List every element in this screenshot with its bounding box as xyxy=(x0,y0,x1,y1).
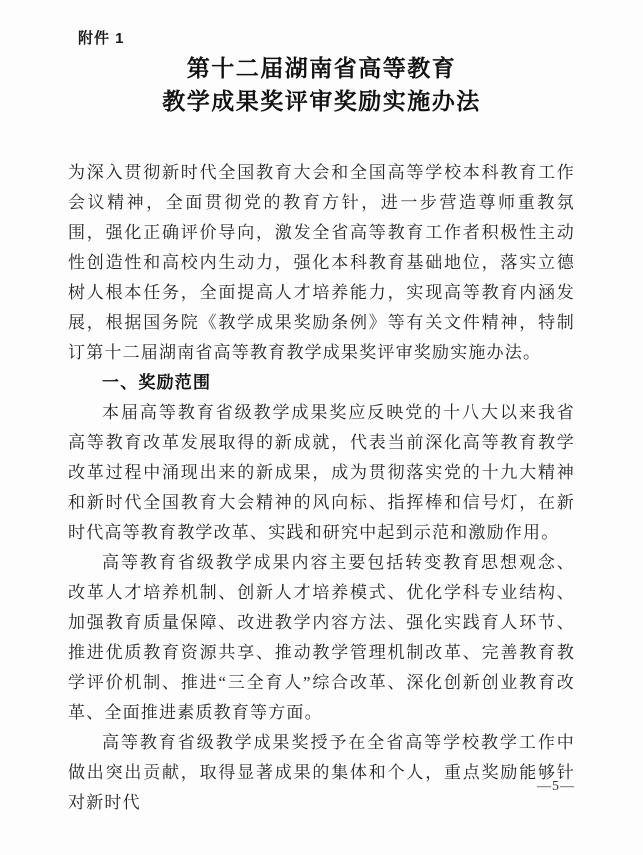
section-heading-award-scope: 一、奖励范围 xyxy=(102,373,212,392)
award-scope-paragraph-1: 本届高等教育省级教学成果奖应反映党的十八大以来我省高等教育改革发展取得的新成就，代表当前深化高等教育教学改革过程中涌现出来的新成果，成为贯彻落实党的十九大精神和新时代全国教育大会精神的风向标、指挥棒和信号灯，在新时代高等教育教学改革、实践和研究中起到示范和激励作用。 xyxy=(68,403,575,542)
award-scope-paragraph-2: 高等教育省级教学成果内容主要包括转变教育思想观念、改革人才培养机制、创新人才培养模式、优化学科专业结构、加强教育质量保障、改进教学内容方法、强化实践育人环节、推进优质教育资源共享、推动教学管理机制改革、完善教育教学评价机制、推进“三全育人”综合改革、深化创新创业教育改革、全面推进素质教育等方面。 xyxy=(68,553,575,722)
title-line-1: 第十二届湖南省高等教育 xyxy=(186,55,457,81)
attachment-label: 附件 1 xyxy=(78,30,125,47)
title-line-2: 教学成果奖评审奖励实施办法 xyxy=(162,88,481,114)
page-number: —5— xyxy=(537,779,575,794)
document-title xyxy=(0,52,643,118)
award-scope-paragraph-3: 高等教育省级教学成果奖授予在全省高等学校教学工作中做出突出贡献，取得显著成果的集体和个人，重点奖励能够针对新时代 xyxy=(68,733,575,812)
preamble-paragraph: 为深入贯彻新时代全国教育大会和全国高等学校本科教育工作会议精神，全面贯彻党的教育方针，进一步营造尊师重教氛围，强化正确评价导向，激发全省高等教育工作者积极性主动性创造性和高校内生动力，强化本科教育基础地位，落实立德树人根本任务，全面提高人才培养能力，实现高等教育内涵发展，根据国务院《教学成果奖励条例》等有关文件精神，特制订第十二届湖南省高等教育教学成果奖评审奖励实施办法。 xyxy=(68,163,575,362)
document-body xyxy=(68,158,575,818)
